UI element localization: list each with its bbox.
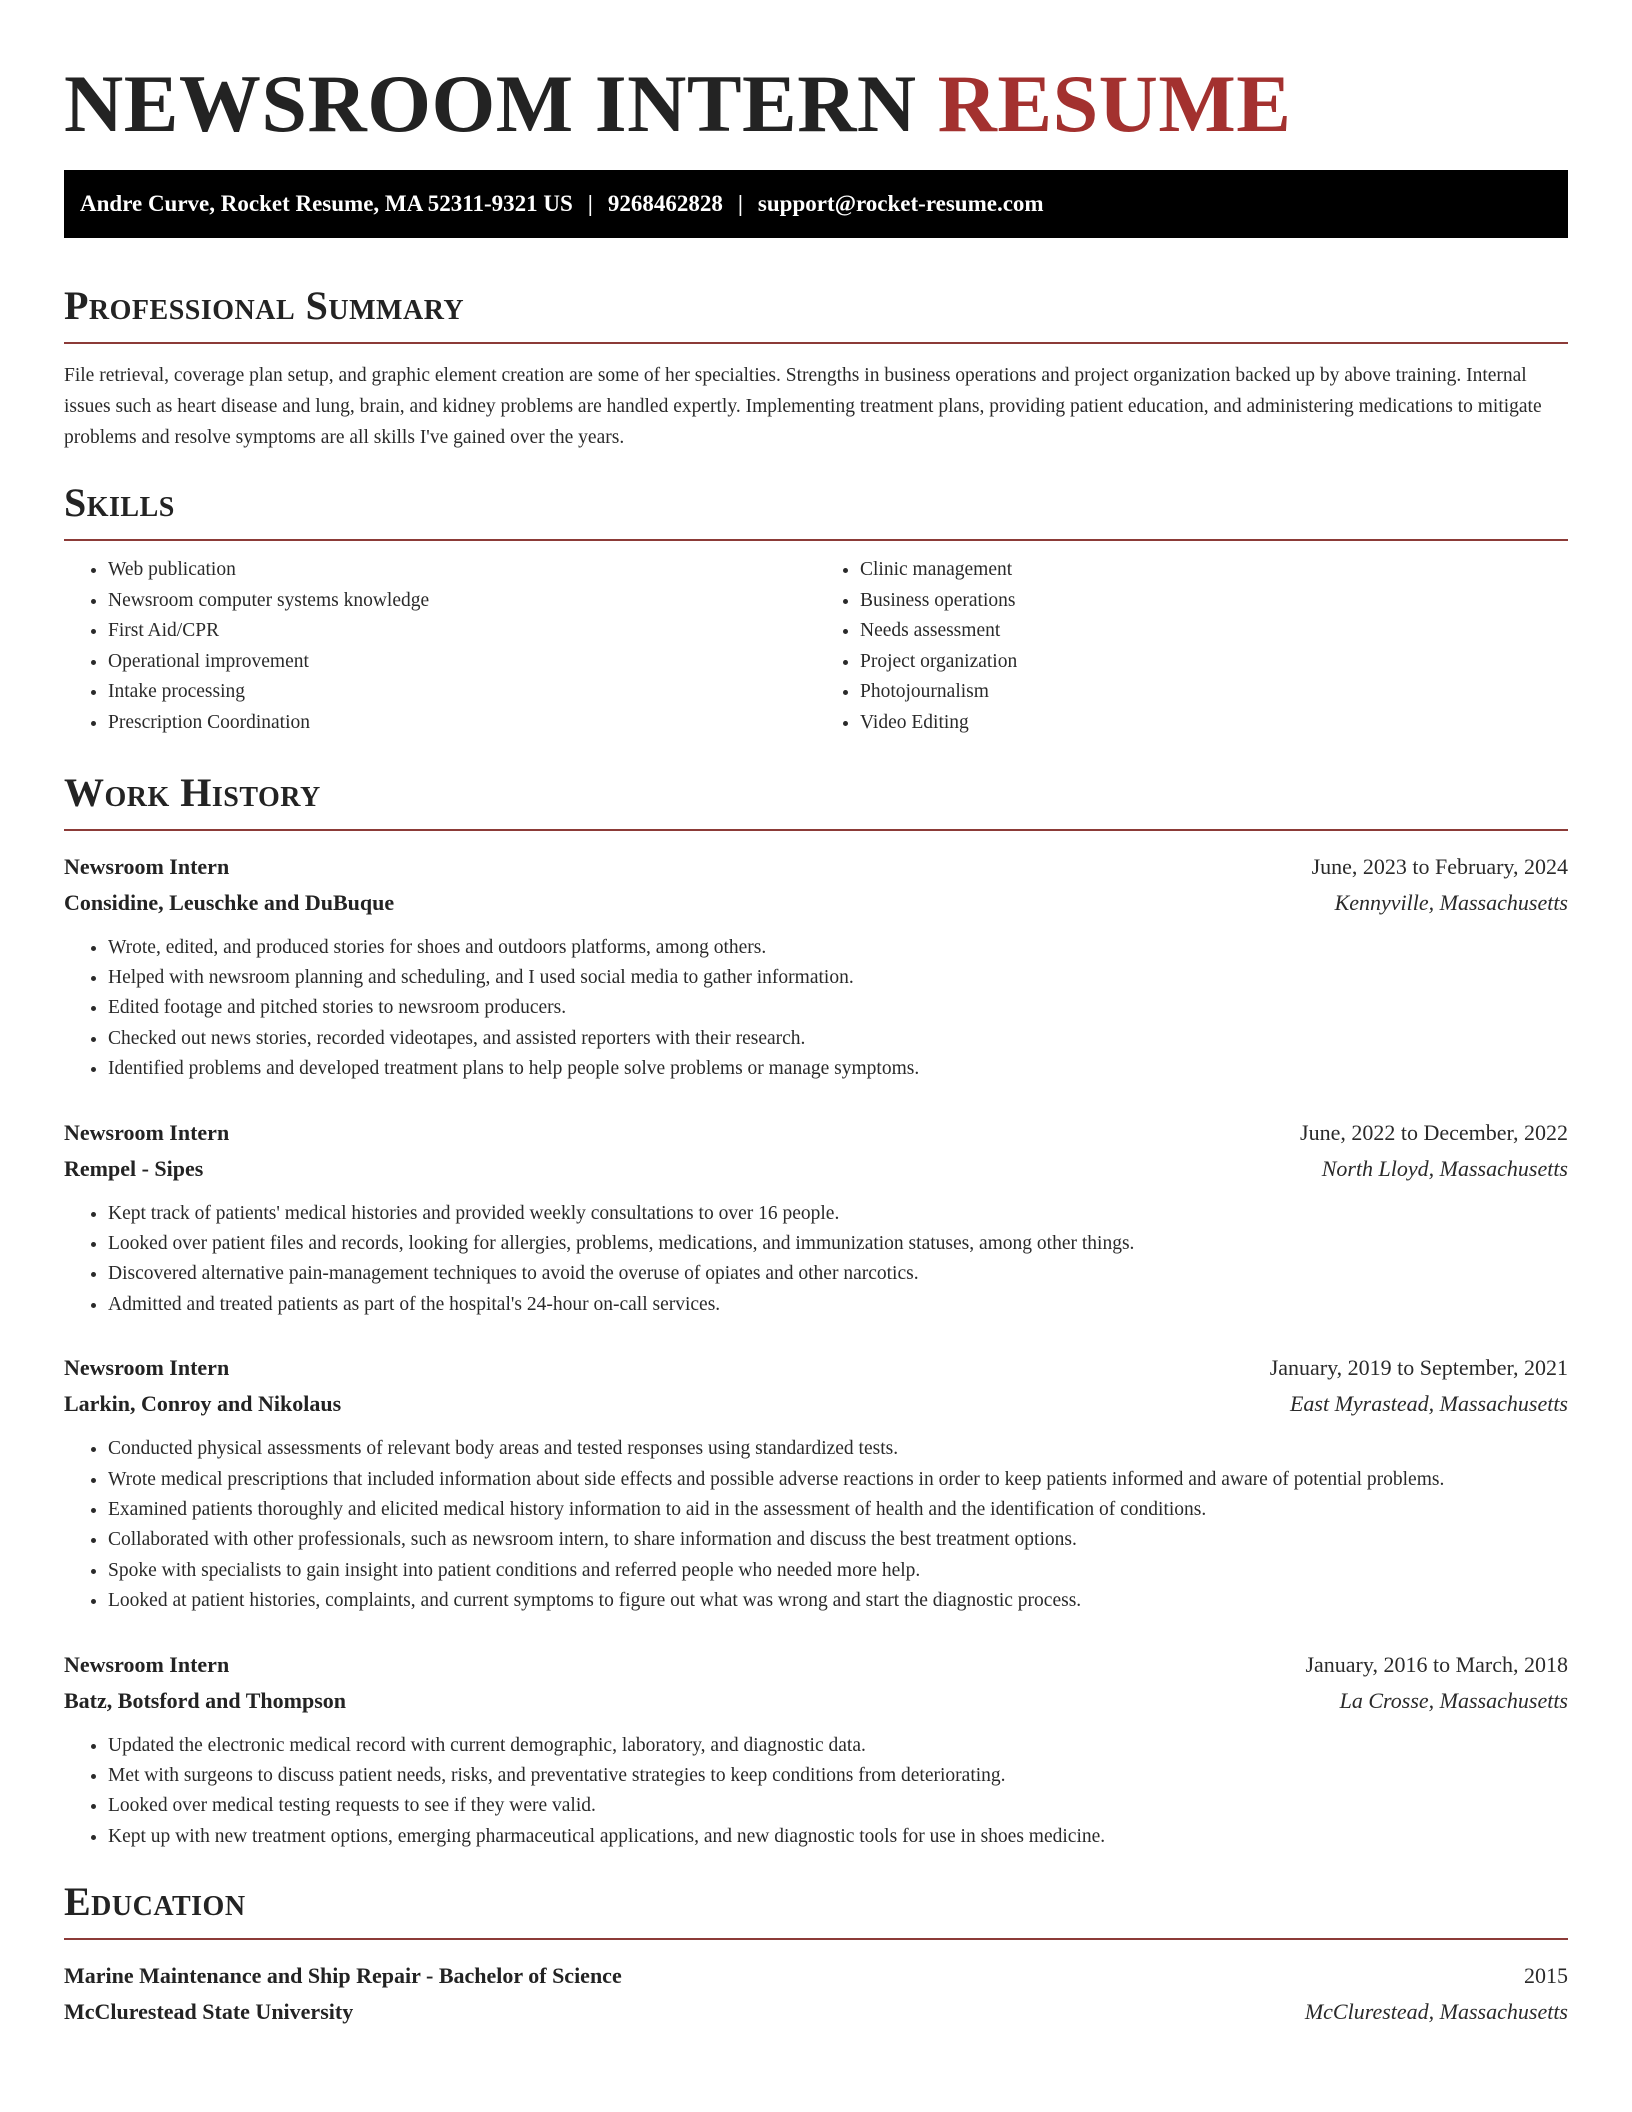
- education-entry: [64, 1958, 1568, 2030]
- skill-item: • First Aid/CPR: [108, 616, 816, 647]
- contact-separator: |: [587, 191, 593, 216]
- job-header-row: [64, 1350, 1568, 1386]
- contact-bar: [64, 170, 1568, 238]
- contact-address: Andre Curve, Rocket Resume, MA 52311-9321 US: [80, 191, 573, 216]
- education-school-row: [64, 1994, 1568, 2030]
- job-header-row: [64, 1115, 1568, 1151]
- skill-item: • Newsroom computer systems knowledge: [108, 586, 816, 617]
- job-bullet: • Identified problems and developed treatment plans to help people solve problems or manage symptoms.: [108, 1054, 1568, 1084]
- job-bullet: • Looked at patient histories, complaints, and current symptoms to figure out what was wrong and start the diagnostic process.: [108, 1586, 1568, 1616]
- job-title: Newsroom Intern: [64, 853, 230, 879]
- job-bullets: [64, 1434, 1568, 1616]
- job-dates: January, 2016 to March, 2018: [1305, 1651, 1568, 1677]
- job-bullet: • Helped with newsroom planning and scheduling, and I used social media to gather information.: [108, 963, 1568, 993]
- contact-phone[interactable]: 9268462828: [607, 191, 723, 216]
- skills-column-left: [64, 555, 816, 739]
- title-main: NEWSROOM INTERN: [64, 58, 917, 149]
- job-bullet: • Kept track of patients' medical histories and provided weekly consultations to over 16 people.: [108, 1199, 1568, 1229]
- job-location: La Crosse, Massachusetts: [1339, 1687, 1568, 1713]
- job-bullet: • Wrote medical prescriptions that included information about side effects and possible adverse reactions in order to keep patients informed and aware of potential problems.: [108, 1465, 1568, 1495]
- education-header-row: [64, 1958, 1568, 1994]
- job-entry: [64, 849, 1568, 1085]
- job-bullet: • Checked out news stories, recorded videotapes, and assisted reporters with their research.: [108, 1024, 1568, 1054]
- job-company-row: [64, 1151, 1568, 1187]
- job-bullet: • Admitted and treated patients as part of the hospital's 24-hour on-call services.: [108, 1290, 1568, 1320]
- job-title: Newsroom Intern: [64, 1355, 230, 1381]
- skill-item: • Clinic management: [860, 555, 1568, 586]
- skill-item: • Project organization: [860, 647, 1568, 678]
- job-company: Considine, Leuschke and DuBuque: [64, 889, 395, 915]
- job-entry: [64, 1350, 1568, 1616]
- job-bullet: • Collaborated with other professionals, such as newsroom intern, to share information and discuss the best treatment options.: [108, 1525, 1568, 1555]
- job-company: Rempel - Sipes: [64, 1155, 204, 1181]
- job-dates: June, 2023 to February, 2024: [1311, 853, 1568, 879]
- job-bullets: [64, 1199, 1568, 1321]
- title-accent: RESUME: [937, 58, 1292, 149]
- job-bullet: • Edited footage and pitched stories to newsroom producers.: [108, 993, 1568, 1023]
- skill-item: • Business operations: [860, 586, 1568, 617]
- resume-title: [64, 58, 1568, 150]
- job-bullet: • Looked over medical testing requests to see if they were valid.: [108, 1791, 1568, 1821]
- skills-list: [64, 555, 1568, 739]
- job-location: North Lloyd, Massachusetts: [1321, 1155, 1568, 1181]
- job-bullet: • Conducted physical assessments of relevant body areas and tested responses using standardized tests.: [108, 1434, 1568, 1464]
- contact-separator: |: [737, 191, 743, 216]
- job-title: Newsroom Intern: [64, 1651, 230, 1677]
- skill-item: • Needs assessment: [860, 616, 1568, 647]
- skill-item: • Operational improvement: [108, 647, 816, 678]
- education-school: McClurestead State University: [64, 1999, 354, 2025]
- job-bullet: • Examined patients thoroughly and elicited medical history information to aid in the assessment of health and the identification of conditions.: [108, 1495, 1568, 1525]
- job-company-row: [64, 885, 1568, 921]
- job-company: Batz, Botsford and Thompson: [64, 1687, 346, 1713]
- job-header-row: [64, 849, 1568, 885]
- skills-heading: Skills: [64, 479, 1568, 541]
- skills-column-right: [816, 555, 1568, 739]
- job-company-row: [64, 1386, 1568, 1422]
- contact-email[interactable]: support@rocket-resume.com: [757, 191, 1044, 216]
- job-bullet: • Looked over patient files and records, looking for allergies, problems, medications, and immunization statuses, among other things.: [108, 1229, 1568, 1259]
- job-bullet: • Spoke with specialists to gain insight into patient conditions and referred people who needed more help.: [108, 1556, 1568, 1586]
- job-title: Newsroom Intern: [64, 1119, 230, 1145]
- job-bullet: • Updated the electronic medical record with current demographic, laboratory, and diagnostic data.: [108, 1731, 1568, 1761]
- job-company-row: [64, 1683, 1568, 1719]
- summary-text: File retrieval, coverage plan setup, and graphic element creation are some of her specialties. Strengths in business operations and project organization backed up by above training. Internal issues such as heart disease and lung, brain, and kidney problems are handled expertly. Implementing treatment plans, providing patient education, and administering medications to mitigate problems and resolve symptoms are all skills I've gained over the years.: [64, 365, 1542, 448]
- job-bullet: • Discovered alternative pain-management techniques to avoid the overuse of opiates and other narcotics.: [108, 1259, 1568, 1289]
- skill-item: • Web publication: [108, 555, 816, 586]
- job-location: Kennyville, Massachusetts: [1334, 889, 1568, 915]
- education-degree: Marine Maintenance and Ship Repair - Bachelor of Science: [64, 1963, 622, 1989]
- education-heading: Education: [64, 1878, 1568, 1940]
- job-company: Larkin, Conroy and Nikolaus: [64, 1391, 342, 1417]
- skill-item: • Video Editing: [860, 708, 1568, 739]
- work-history-heading: Work History: [64, 769, 1568, 831]
- job-bullet: • Wrote, edited, and produced stories for shoes and outdoors platforms, among others.: [108, 933, 1568, 963]
- job-dates: June, 2022 to December, 2022: [1300, 1119, 1568, 1145]
- skill-item: • Prescription Coordination: [108, 708, 816, 739]
- job-bullets: [64, 1731, 1568, 1853]
- skill-item: • Intake processing: [108, 677, 816, 708]
- job-entry: [64, 1115, 1568, 1321]
- education-location: McClurestead, Massachusetts: [1304, 1999, 1568, 2025]
- job-bullet: • Kept up with new treatment options, emerging pharmaceutical applications, and new diagnostic tools for use in shoes medicine.: [108, 1822, 1568, 1852]
- job-entry: [64, 1647, 1568, 1853]
- job-dates: January, 2019 to September, 2021: [1269, 1355, 1568, 1381]
- skill-item: • Photojournalism: [860, 677, 1568, 708]
- job-bullet: • Met with surgeons to discuss patient needs, risks, and preventative strategies to keep conditions from deteriorating.: [108, 1761, 1568, 1791]
- job-header-row: [64, 1647, 1568, 1683]
- job-bullets: [64, 933, 1568, 1085]
- summary-heading: Professional Summary: [64, 282, 1568, 344]
- education-year: 2015: [1524, 1963, 1568, 1989]
- job-location: East Myrastead, Massachusetts: [1289, 1391, 1568, 1417]
